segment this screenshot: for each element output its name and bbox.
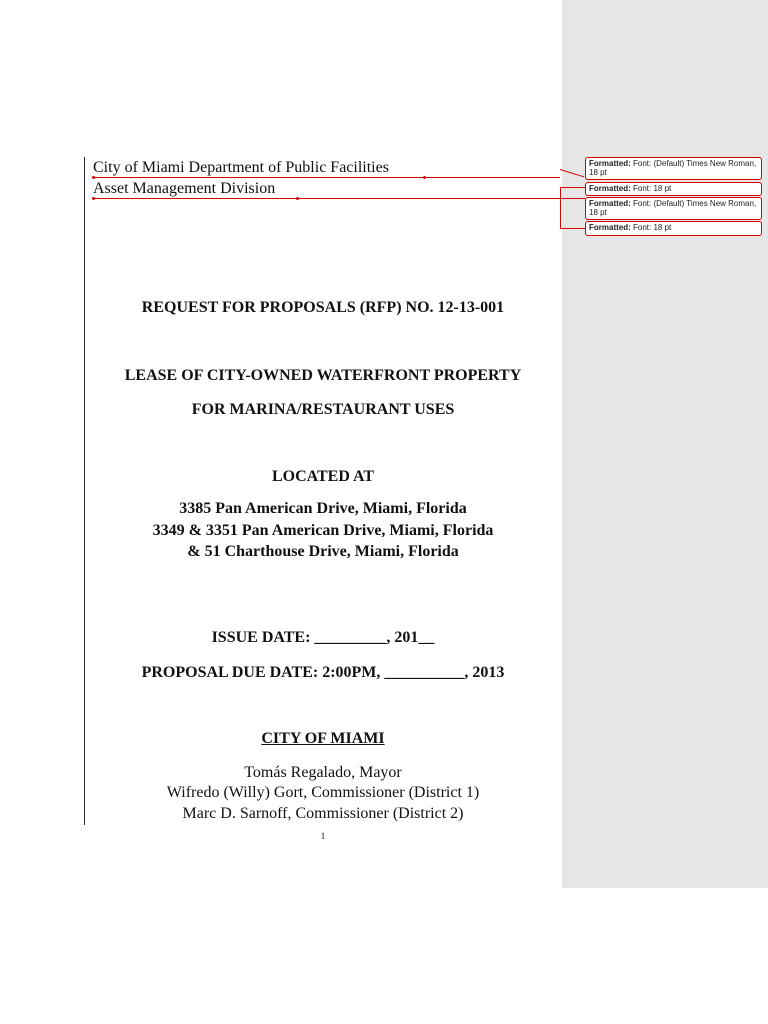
lease-title-line-1: LEASE OF CITY-OWNED WATERFRONT PROPERTY (124, 367, 522, 384)
located-heading: LOCATED AT (271, 468, 375, 485)
markup-connector (560, 187, 585, 188)
header-line-1: City of Miami Department of Public Facilities (93, 159, 389, 176)
comment-label: Formatted: (589, 184, 631, 193)
page-number: 1 (320, 831, 326, 841)
markup-connector (560, 228, 585, 229)
address-line-3: & 51 Charthouse Drive, Miami, Florida (187, 543, 459, 560)
comment-text: Font: (Default) Times New Roman, 18 pt (589, 199, 757, 217)
address-line-1: 3385 Pan American Drive, Miami, Florida (179, 500, 467, 517)
change-bar (84, 157, 85, 825)
comment-text: Font: 18 pt (633, 223, 672, 232)
issue-date: ISSUE DATE: _________, 201__ (211, 629, 435, 646)
comment-label: Formatted: (589, 199, 631, 208)
comment-balloon[interactable] (585, 157, 762, 180)
comment-pane (562, 0, 768, 888)
rfp-title: REQUEST FOR PROPOSALS (RFP) NO. 12-13-001 (141, 299, 505, 316)
commissioner-line-2: Marc D. Sarnoff, Commissioner (District 2) (182, 805, 464, 822)
markup-connector (93, 198, 585, 199)
comment-balloon[interactable] (585, 182, 762, 196)
comment-label: Formatted: (589, 159, 631, 168)
header-line-2: Asset Management Division (93, 180, 276, 197)
city-heading: CITY OF MIAMI (261, 730, 385, 747)
lease-title-line-2: FOR MARINA/RESTAURANT USES (191, 401, 455, 418)
comment-balloon[interactable] (585, 221, 762, 236)
commissioner-line-1: Wifredo (Willy) Gort, Commissioner (District 1) (166, 784, 480, 801)
proposal-due-date: PROPOSAL DUE DATE: 2:00PM, __________, 2013 (141, 664, 505, 681)
comment-balloon[interactable] (585, 197, 762, 220)
comment-text: Font: 18 pt (633, 184, 672, 193)
comment-text: Font: (Default) Times New Roman, 18 pt (589, 159, 757, 177)
markup-connector (93, 177, 560, 178)
address-line-2: 3349 & 3351 Pan American Drive, Miami, Florida (152, 522, 494, 539)
comment-label: Formatted: (589, 223, 631, 232)
markup-connector (560, 187, 561, 228)
mayor-line: Tomás Regalado, Mayor (244, 764, 402, 781)
